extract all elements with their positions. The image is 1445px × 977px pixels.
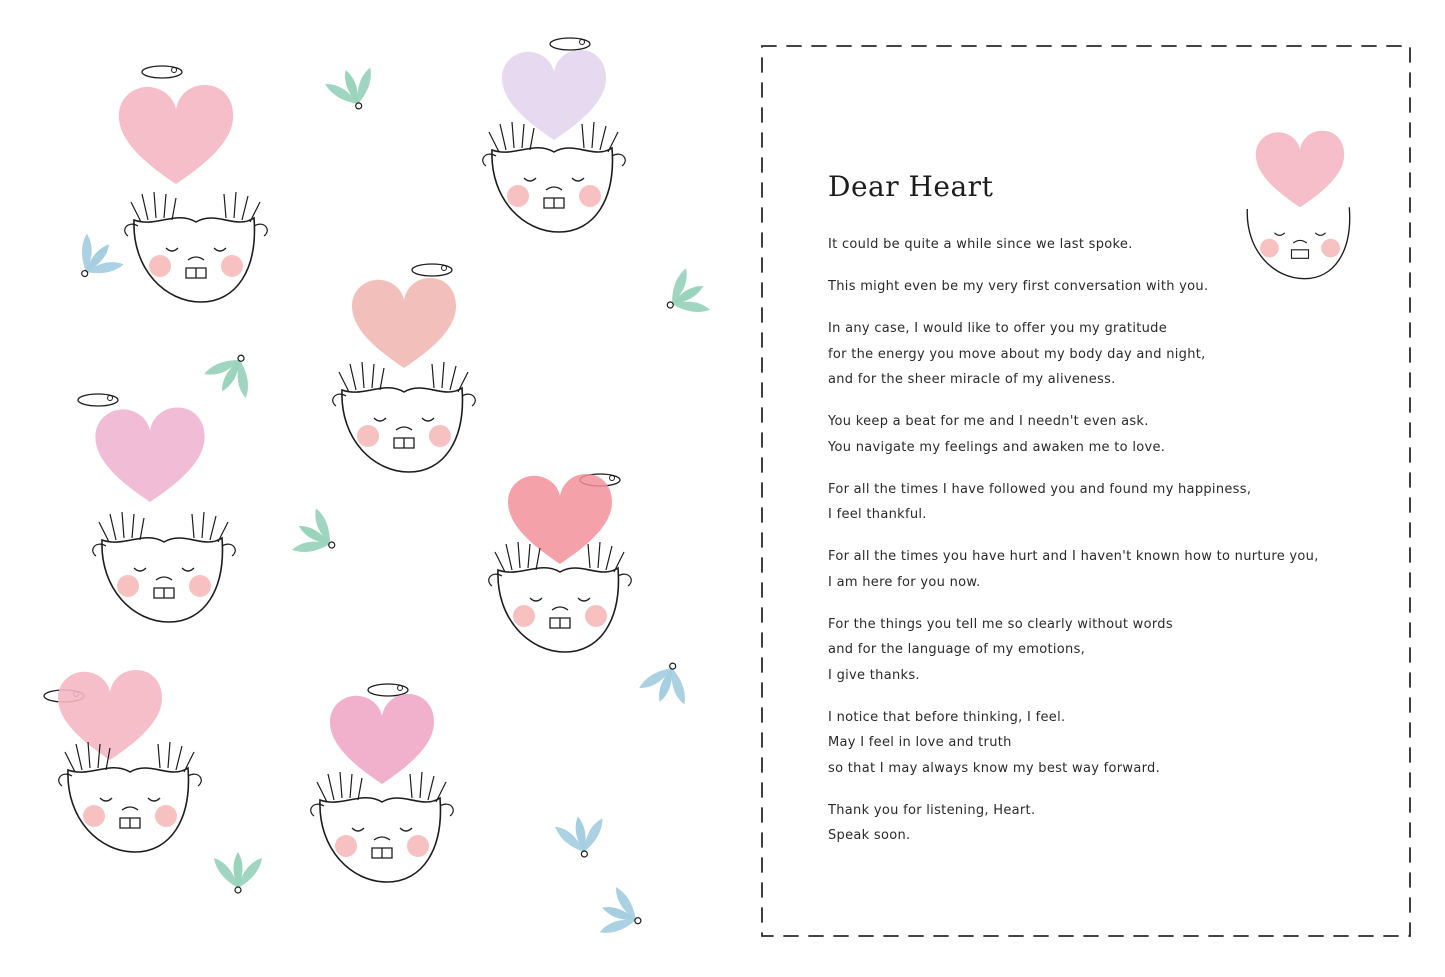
letter-line: Thank you for listening, Heart. (828, 802, 1036, 818)
heart-face-icon (119, 85, 267, 302)
halo-icon (368, 684, 408, 696)
letter-line: May I feel in love and truth (828, 735, 1012, 750)
letter-line: This might even be my very first conversation with you. (828, 279, 1209, 294)
leaf-icon (201, 344, 263, 404)
letter-line: I am here for you now. (828, 574, 981, 590)
letter-line: and for the language of my emotions, (828, 642, 1086, 657)
letter-body (828, 232, 1348, 849)
letter-line: I feel thankful. (828, 507, 927, 522)
halo-icon (550, 38, 590, 50)
leaf-icon (64, 229, 127, 291)
letter-line: so that I may always know my best way forward. (828, 760, 1161, 776)
letter-line: I notice that before thinking, I feel. (828, 709, 1066, 725)
letter-line: For the things you tell me so clearly without words (828, 616, 1173, 632)
letter-line: Speak soon. (828, 828, 911, 843)
halo-icon (142, 66, 182, 78)
letter-line: You navigate my feelings and awaken me to love. (828, 439, 1166, 455)
leaf-icon (554, 812, 608, 861)
letter-line: For all the times you have hurt and I haven't known how to nurture you, (828, 549, 1319, 564)
heart-face-icon (483, 50, 626, 232)
leaf-icon (656, 265, 716, 327)
letter-line: You keep a beat for me and I needn't even ask. (828, 414, 1149, 429)
heart-face-icon (311, 694, 454, 882)
heart-face-icon (489, 474, 632, 652)
heart-face-icon (93, 408, 236, 623)
letter-line: For all the times I have followed you and found my happiness, (828, 481, 1252, 497)
leaf-icon (637, 655, 696, 710)
letter-line: In any case, I would like to offer you my gratitude (828, 321, 1168, 336)
letter-line: for the energy you move about my body day and night, (828, 346, 1206, 362)
halo-icon (412, 264, 452, 276)
heart-face-icon (333, 278, 476, 472)
heart-face-icon (58, 670, 201, 852)
heart-faces-illustration (0, 0, 720, 977)
letter-title: Dear Heart (828, 170, 994, 203)
leaf-icon (594, 885, 649, 944)
letter-line: and for the sheer miracle of my aliveness. (828, 372, 1116, 387)
leaf-icon (323, 62, 382, 117)
letter-line: I give thanks. (828, 667, 920, 683)
letter-line: It could be quite a while since we last spoke. (828, 237, 1133, 252)
leaf-icon (287, 505, 347, 567)
leaf-icon (214, 852, 262, 893)
halo-icon (78, 394, 118, 406)
